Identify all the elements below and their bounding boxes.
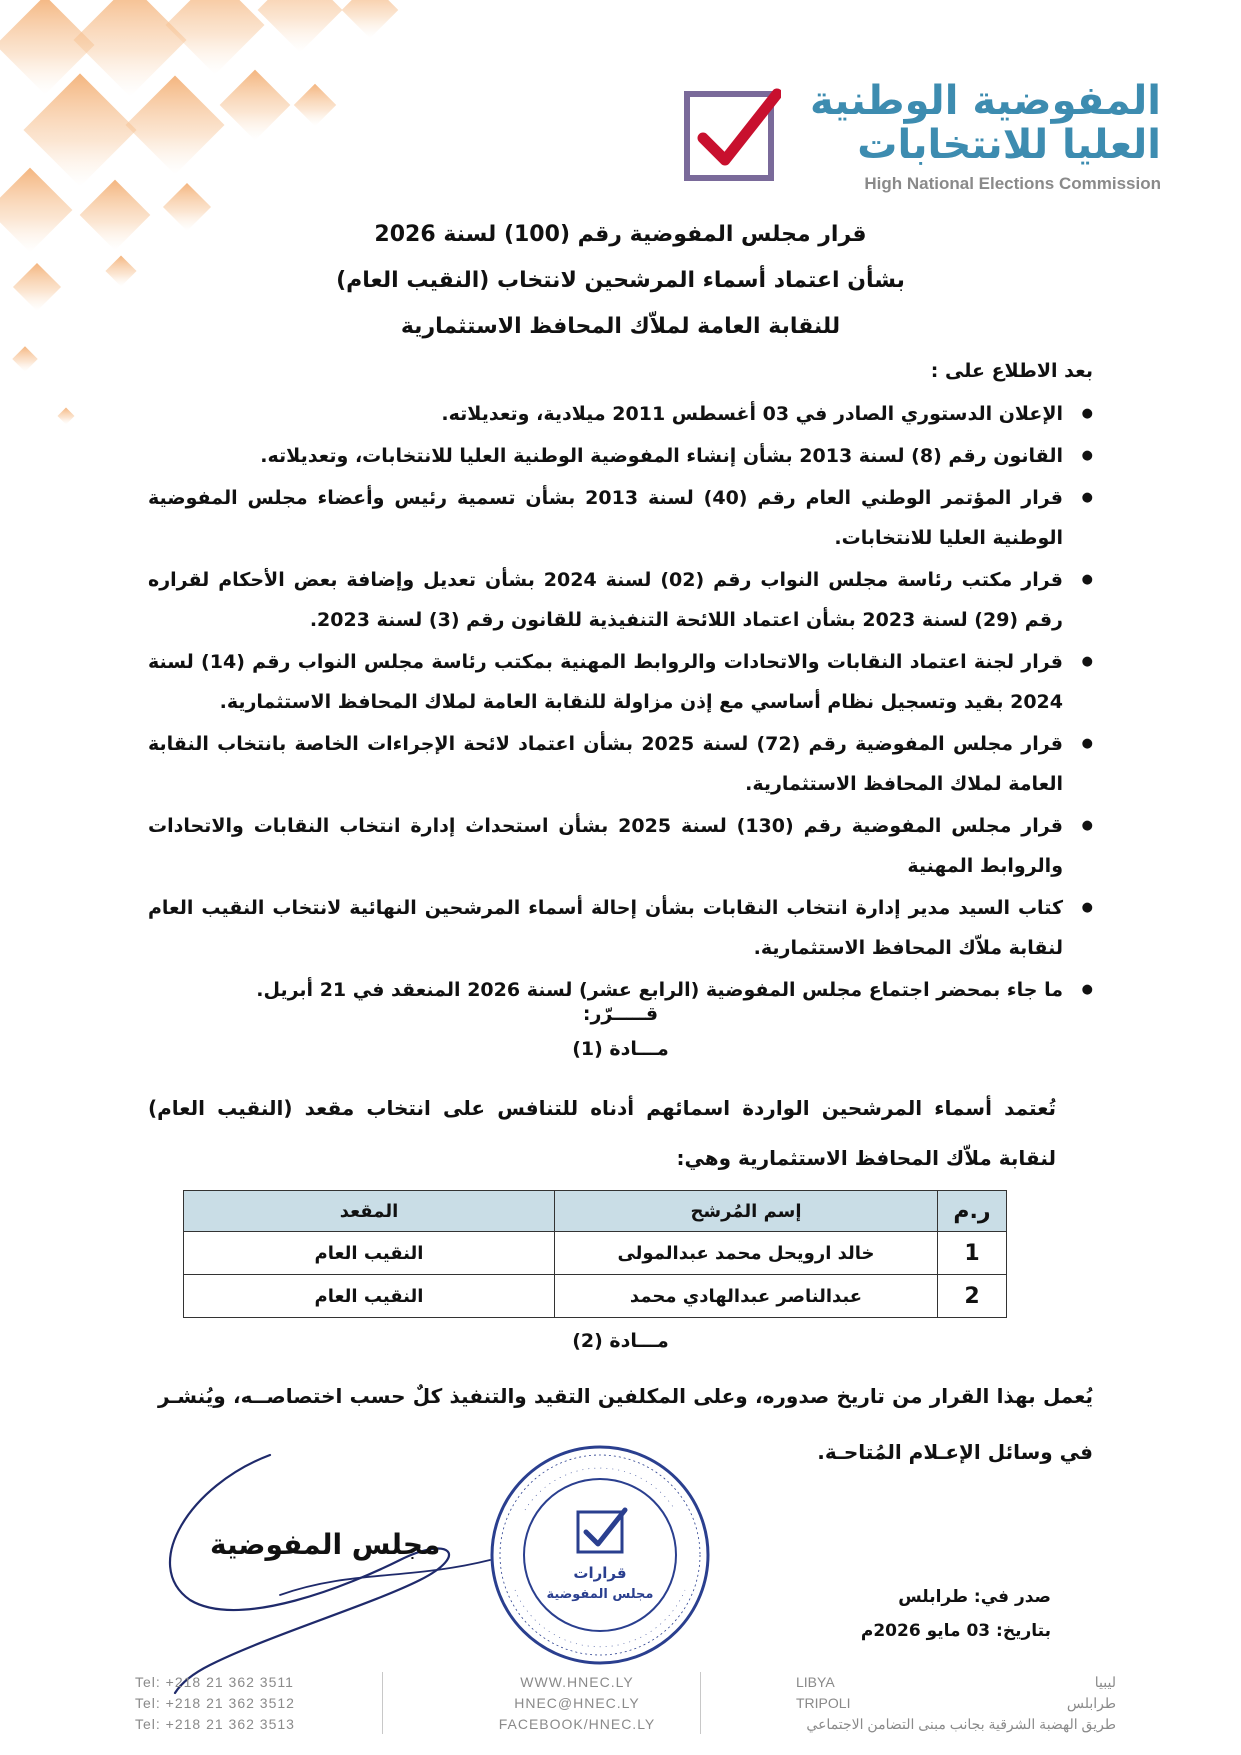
document-title [0,212,1241,350]
reference-item: ● قرار مجلس المفوضية رقم (130) لسنة 2025 بشأن استحداث إدارة انتخاب النقابات والاتحادات والروابط المهنية [148,806,1093,886]
article2-text: يُعمل بهذا القرار من تاريخ صدوره، وعلى المكلفين التقيد والتنفيذ كلٌ حسب اختصاصــه، ويُنشـر في وسائل الإعـلام المُتاحـة. [158,1384,1093,1464]
footer-web [452,1672,702,1735]
decided-heading: قـــــرّر: [582,1003,659,1025]
footer-divider [382,1672,383,1734]
seat-name: النقيب العام [184,1275,555,1318]
seal-center-line2: مجلس المفوضية [546,1587,654,1602]
title-line2: بشأن اعتماد أسماء المرشحين لانتخاب (النقيب العام) [336,268,905,293]
title-line3: للنقابة العامة لملاّك المحافظ الاستثمارية [400,314,841,339]
row-number: 1 [938,1232,1007,1275]
reference-item: ● ما جاء بمحضر اجتماع مجلس المفوضية (الرابع عشر) لسنة 2026 المنعقد في 21 أبريل. [148,970,1093,1010]
reference-item: ● قرار لجنة اعتماد النقابات والاتحادات والروابط المهنية بمكتب رئاسة مجلس النواب رقم (14) لسنة 2024 بقيد وتسجيل نظام أساسي مع إذن مزاولة للنقابة العامة لملاك المحافظ الاستثمارية. [148,642,1093,722]
commission-logo [681,78,1161,198]
reference-item: ● قرار المؤتمر الوطني العام رقم (40) لسنة 2013 بشأن تسمية رئيس وأعضاء مجلس المفوضية الوطنية العليا للانتخابات. [148,478,1093,558]
footer-city-row [796,1693,1116,1714]
footer-address-ar: طريق الهضبة الشرقية بجانب مبنى التضامن الاجتماعي [806,1716,1116,1732]
footer-phones [135,1672,295,1735]
article1-heading: مـــادة (1) [572,1038,669,1060]
col-header-candidate: إسم المُرشح [555,1191,938,1232]
logo-arabic-line1: المفوضية الوطنية [810,78,1161,124]
preamble-intro: بعد الاطلاع على : [930,360,1093,382]
footer-tel: Tel: +218 21 362 3512 [135,1695,295,1711]
logo-english-name: High National Elections Commission [864,174,1161,193]
article2-heading: مـــادة (2) [572,1330,669,1352]
footer-tel: Tel: +218 21 362 3513 [135,1716,295,1732]
seat-name: النقيب العام [184,1232,555,1275]
issue-details [861,1580,1051,1648]
council-signature-label: مجلس المفوضية [210,1528,441,1561]
reference-item: ● قرار مجلس المفوضية رقم (72) لسنة 2025 بشأن اعتماد لائحة الإجراءات الخاصة بانتخاب النقابة العامة لملاك المحافظ الاستثمارية. [148,724,1093,804]
official-seal [485,1440,715,1670]
seal-center-line1: قرارات [573,1564,627,1582]
candidate-name: عبدالناصر عبدالهادي محمد [555,1275,938,1318]
footer-city-en: TRIPOLI [796,1695,851,1711]
ballot-check-icon [681,86,781,186]
page-footer [0,1672,1241,1742]
candidate-name: خالد ارويحل محمد عبدالمولى [555,1232,938,1275]
reference-item: ● القانون رقم (8) لسنة 2013 بشأن إنشاء المفوضية الوطنية العليا للانتخابات، وتعديلاته. [148,436,1093,476]
table-row [184,1232,1007,1275]
row-number: 2 [938,1275,1007,1318]
footer-country-row [796,1672,1116,1693]
footer-website: WWW.HNEC.LY [520,1674,634,1690]
footer-facebook: FACEBOOK/HNEC.LY [498,1716,656,1732]
footer-tel: Tel: +218 21 362 3511 [135,1674,294,1690]
references-list [148,394,1093,1010]
footer-divider [700,1672,701,1734]
footer-address [796,1672,1116,1735]
footer-country-en: LIBYA [796,1674,835,1690]
issue-place: صدر في: طرابلس [898,1587,1051,1607]
article1-text: تُعتمد أسماء المرشحين الواردة اسمائهم أدناه للتنافس على انتخاب مقعد (النقيب العام) لنقابة ملاّك المحافظ الاستثمارية وهي: [148,1096,1056,1170]
footer-email: HNEC@HNEC.LY [514,1695,640,1711]
candidates-table [183,1190,1007,1318]
preamble [148,360,1093,1012]
footer-country-ar: ليبيا [1094,1674,1116,1690]
issue-date: بتاريخ: 03 مايو 2026م [860,1621,1051,1641]
col-header-number: ر.م [938,1191,1007,1232]
title-line1: قرار مجلس المفوضية رقم (100) لسنة 2026 [374,222,867,247]
table-row [184,1275,1007,1318]
logo-arabic-line2: العليا للانتخابات [857,122,1161,168]
reference-item: ● قرار مكتب رئاسة مجلس النواب رقم (02) لسنة 2024 بشأن تعديل وإضافة بعض الأحكام لقراره رقم (29) لسنة 2023 بشأن اعتماد اللائحة التنفيذية للقانون رقم (3) لسنة 2023. [148,560,1093,640]
table-header-row [184,1191,1007,1232]
reference-item: ● الإعلان الدستوري الصادر في 03 أغسطس 2011 ميلادية، وتعديلاته. [148,394,1093,434]
reference-item: ● كتاب السيد مدير إدارة انتخاب النقابات بشأن إحالة أسماء المرشحين النهائية لانتخاب النقيب العام لنقابة ملاّك المحافظ الاستثمارية. [148,888,1093,968]
col-header-seat: المقعد [184,1191,555,1232]
footer-city-ar: طرابلس [1066,1695,1116,1711]
